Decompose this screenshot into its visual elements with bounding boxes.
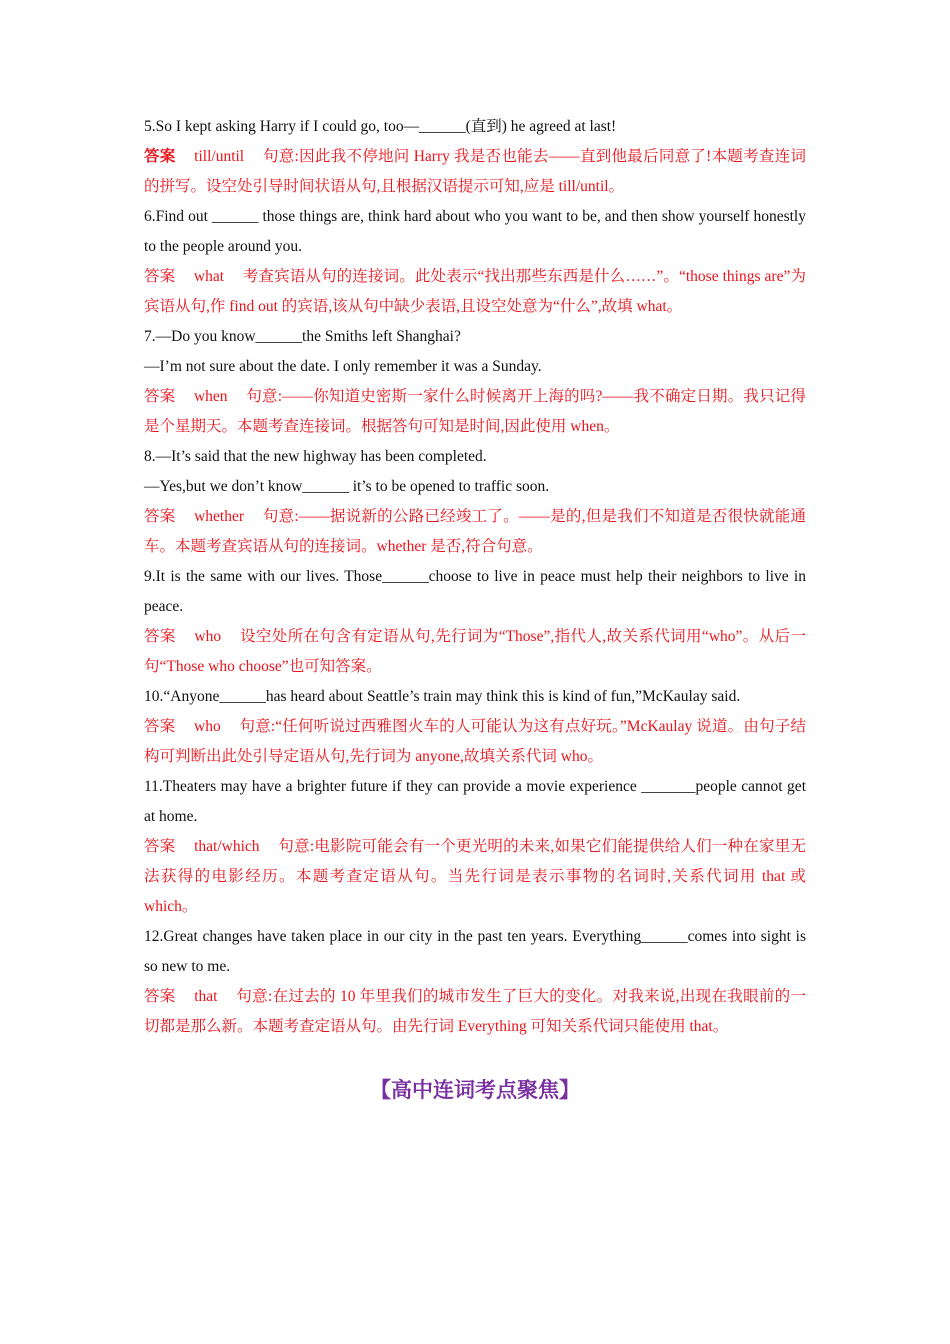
answer-explanation: 考查宾语从句的连接词。此处表示“找出那些东西是什么……”。“those things are”为宾语从句,作 find out 的宾语,该从句中缺少表语,且设空处意为“什么”,故填 what。 xyxy=(144,268,806,315)
document-body xyxy=(144,112,806,1042)
answer-value: whether xyxy=(194,508,245,525)
answer-label: 答案 xyxy=(144,838,176,855)
answer-value: that xyxy=(194,988,218,1005)
question-text: 12.Great changes have taken place in our city in the past ten years. Everything______comes into sight is so new to me. xyxy=(144,928,806,975)
answer-explanation: 句意:——据说新的公路已经竣工了。——是的,但是我们不知道是否很快就能通车。本题考查宾语从句的连接词。whether 是否,符合句意。 xyxy=(144,508,806,555)
question-text: 9.It is the same with our lives. Those______choose to live in peace must help their neighbors to live in peace. xyxy=(144,568,806,615)
answer-block xyxy=(144,982,806,1042)
answer-label: 答案 xyxy=(144,388,176,405)
answer-explanation: 句意:因此我不停地问 Harry 我是否也能去——直到他最后同意了!本题考查连词的拼写。设空处引导时间状语从句,且根据汉语提示可知,应是 till/until。 xyxy=(144,148,806,195)
question-text: —Yes,but we don’t know______ it’s to be opened to traffic soon. xyxy=(144,478,550,495)
question-text: 7.—Do you know______the Smiths left Shanghai? xyxy=(144,328,461,345)
question-text: 8.—It’s said that the new highway has been completed. xyxy=(144,448,487,465)
answer-value: when xyxy=(193,388,228,405)
answer-value: till/until xyxy=(194,148,245,165)
answer-value: that/which xyxy=(194,838,260,855)
answer-label: 答案 xyxy=(144,628,176,645)
answer-explanation: 句意:在过去的 10 年里我们的城市发生了巨大的变化。对我来说,出现在我眼前的一切都是那么新。本题考查定语从句。由先行词 Everything 可知关系代词只能使用 that。 xyxy=(144,988,806,1035)
answer-explanation: 句意:——你知道史密斯一家什么时候离开上海的吗?——我不确定日期。我只记得是个星期天。本题考查连接词。根据答句可知是时间,因此使用 when。 xyxy=(144,388,806,435)
answer-label: 答案 xyxy=(144,508,176,525)
answer-explanation: 句意:“任何听说过西雅图火车的人可能认为这有点好玩。”McKaulay 说道。由句子结构可判断出此处引导定语从句,先行词为 anyone,故填关系代词 who。 xyxy=(144,718,806,765)
question-text: 11.Theaters may have a brighter future if they can provide a movie experience _______people cannot get at home. xyxy=(144,778,806,825)
answer-value: what xyxy=(193,268,225,285)
section-heading-wrap xyxy=(144,1071,806,1105)
answer-value: who xyxy=(194,718,221,735)
answer-label: 答案 xyxy=(144,988,176,1005)
question-text: 6.Find out ______ those things are, think hard about who you want to be, and then show yourself honestly to the people around you. xyxy=(144,208,806,255)
answer-block xyxy=(144,832,806,922)
answer-block xyxy=(144,622,806,682)
answer-block xyxy=(144,262,806,322)
answer-value: who xyxy=(194,628,222,645)
answer-label: 答案 xyxy=(144,148,176,165)
answer-block xyxy=(144,142,806,202)
question-text: 5.So I kept asking Harry if I could go, too—______(直到) he agreed at last! xyxy=(144,118,617,135)
question-text: 10.“Anyone______has heard about Seattle’s train may think this is kind of fun,”McKaulay said. xyxy=(144,688,741,705)
answer-block xyxy=(144,712,806,772)
answer-block xyxy=(144,502,806,562)
answer-label: 答案 xyxy=(144,718,176,735)
answer-label: 答案 xyxy=(144,268,176,285)
answer-explanation: 设空处所在句含有定语从句,先行词为“Those”,指代人,故关系代词用“who”。从后一句“Those who choose”也可知答案。 xyxy=(144,628,806,675)
answer-block xyxy=(144,382,806,442)
section-heading: 【高中连词考点聚焦】 xyxy=(370,1078,580,1102)
answer-explanation: 句意:电影院可能会有一个更光明的未来,如果它们能提供给人们一种在家里无法获得的电影经历。本题考查定语从句。当先行词是表示事物的名词时,关系代词用 that 或 which。 xyxy=(144,838,806,915)
question-text: —I’m not sure about the date. I only remember it was a Sunday. xyxy=(144,358,542,375)
